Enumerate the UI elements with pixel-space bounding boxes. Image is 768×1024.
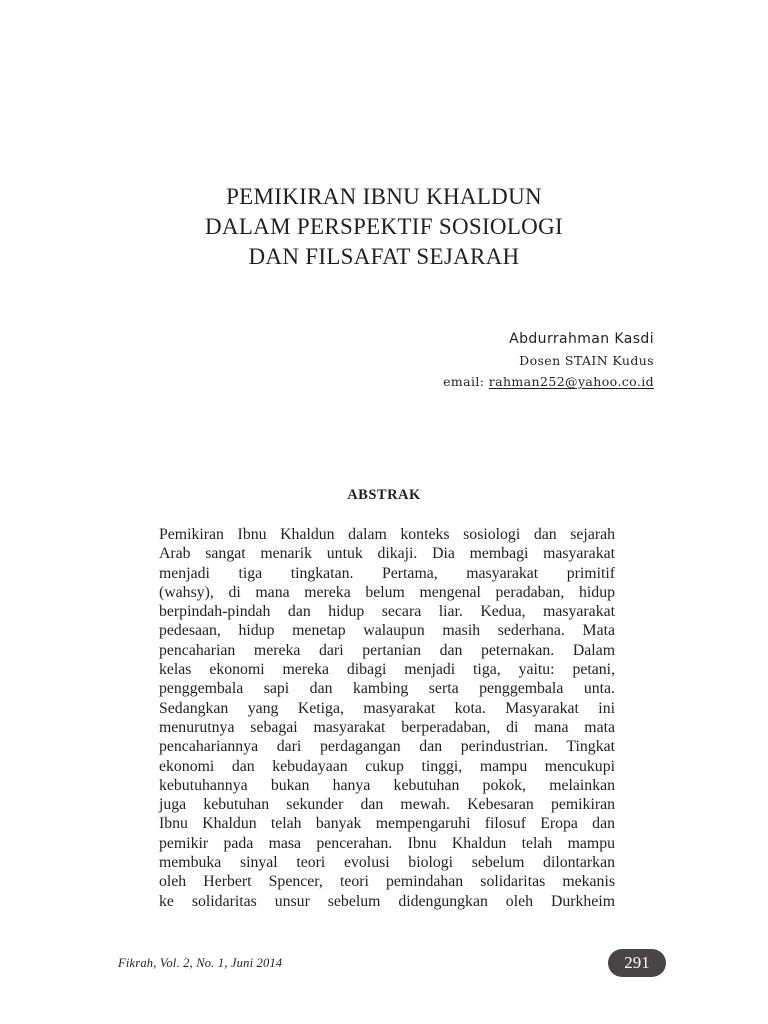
abstract-line: Arab sangat menarik untuk dikaji. Dia membagi masyarakat [159, 545, 615, 563]
author-block [443, 328, 654, 392]
author-affiliation: Dosen STAIN Kudus [519, 353, 654, 368]
abstract-line: kelas ekonomi mereka dibagi menjadi tiga, yaitu: petani, [159, 661, 615, 679]
abstract-heading: ABSTRAK [347, 487, 421, 503]
abstract-line: Sedangkan yang Ketiga, masyarakat kota. Masyarakat ini [159, 699, 615, 717]
email-label: email: [443, 374, 485, 389]
abstract-line: menurutnya sebagai masyarakat berperadaban, di mana mata [159, 718, 615, 736]
abstract-body [159, 525, 615, 911]
paper-title [0, 182, 768, 272]
abstract-line: membuka sinyal teori evolusi biologi sebelum dilontarkan [159, 854, 615, 872]
email-link[interactable]: rahman252@yahoo.co.id [488, 374, 654, 389]
abstract-line: Ibnu Khaldun telah banyak mempengaruhi filosuf Eropa dan [159, 815, 615, 833]
title-line-1: PEMIKIRAN IBNU KHALDUN [226, 184, 542, 209]
abstract-line: pedesaan, hidup menetap walaupun masih sederhana. Mata [159, 622, 615, 640]
page-number-badge: 291 [608, 949, 666, 977]
abstract-line: pencahariannya dari perdagangan dan perindustrian. Tingkat [159, 738, 615, 756]
abstract-line: ke solidaritas unsur sebelum didengungkan oleh Durkheim [159, 892, 615, 910]
abstract-line: kebutuhannya bukan hanya kebutuhan pokok, melainkan [159, 776, 615, 794]
abstract-line: pemikir pada masa pencerahan. Ibnu Khaldun telah mampu [159, 834, 615, 852]
journal-citation: Fikrah, Vol. 2, No. 1, Juni 2014 [118, 956, 283, 970]
abstract-line: menjadi tiga tingkatan. Pertama, masyarakat primitif [159, 564, 615, 582]
abstract-line: oleh Herbert Spencer, teori pemindahan solidaritas mekanis [159, 873, 615, 891]
author-email-line [443, 372, 654, 392]
title-line-2: DALAM PERSPEKTIF SOSIOLOGI [205, 214, 563, 239]
abstract-line: Pemikiran Ibnu Khaldun dalam konteks sosiologi dan sejarah [159, 526, 615, 543]
title-line-3: DAN FILSAFAT SEJARAH [248, 244, 520, 269]
abstract-line: berpindah-pindah dan hidup secara liar. Kedua, masyarakat [159, 603, 615, 621]
author-name: Abdurrahman Kasdi [509, 331, 654, 347]
abstract-line: ekonomi dan kebudayaan cukup tinggi, mampu mencukupi [159, 757, 615, 775]
abstract-line: (wahsy), di mana mereka belum mengenal peradaban, hidup [159, 583, 615, 601]
abstract-line: juga kebutuhan sekunder dan mewah. Kebesaran pemikiran [159, 796, 615, 814]
abstract-line: penggembala sapi dan kambing serta penggembala unta. [159, 680, 615, 698]
abstract-line: pencaharian mereka dari pertanian dan peternakan. Dalam [159, 641, 615, 659]
